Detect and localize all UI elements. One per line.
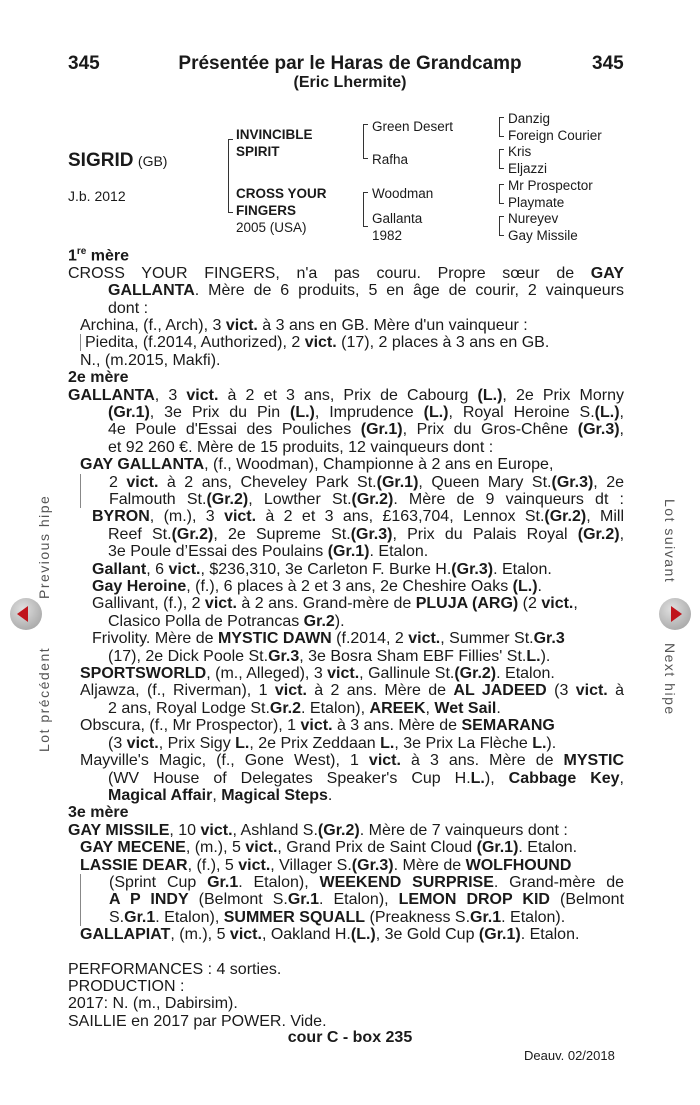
catalogue-line: LASSIE DEAR, (f.), 5 vict., Villager S.(Gr.3). Mère de WOLFHOUND: [80, 856, 572, 874]
catalogue-line: (Gr.1), 3e Prix du Pin (L.), Imprudence (L.), Royal Heroine S.(L.),: [108, 403, 624, 421]
previous-arrow-button[interactable]: [10, 598, 42, 630]
pedigree-gs3: Woodman: [372, 186, 434, 201]
production: PRODUCTION :: [68, 977, 185, 995]
catalogue-line: GAY MECENE, (m.), 5 vict., Grand Prix de Saint Cloud (Gr.1). Etalon.: [80, 839, 578, 857]
catalogue-line: Gallant, 6 vict., $236,310, 3e Carleton F. Burke H.(Gr.3). Etalon.: [92, 560, 552, 578]
catalogue-line: A P INDY (Belmont S.Gr.1. Etalon), LEMON DROP KID (Belmont: [80, 891, 624, 908]
catalogue-line: GAY GALLANTA, (f., Woodman), Championne à 2 ans en Europe,: [80, 456, 554, 474]
second-dam-heading: 2e mère: [68, 369, 129, 387]
pedigree-ggs: Eljazzi: [508, 161, 548, 176]
catalogue-line: Aljawza, (f., Riverman), 1 vict. à 2 ans. Mère de AL JADEED (3 vict. à: [80, 682, 625, 700]
catalogue-line: dont :: [108, 299, 149, 317]
lot-number-left: 345: [68, 53, 100, 74]
performances: PERFORMANCES : 4 sorties.: [68, 960, 282, 978]
horse-name: SIGRID (GB): [68, 150, 168, 171]
next-arrow-button[interactable]: [659, 598, 691, 630]
right-arrow-icon: [671, 606, 682, 622]
catalogue-line: (17), 2e Dick Poole St.Gr.3, 3e Bosra Sham EBF Fillies' St.L.).: [108, 647, 551, 665]
catalogue-line: Gay Heroine, (f.), 6 places à 2 et 3 ans, 2e Cheshire Oaks (L.).: [92, 578, 542, 596]
catalogue-line: (WV House of Delegates Speaker's Cup H.L.), Cabbage Key,: [108, 769, 624, 787]
catalogue-line: N., (m.2015, Makfi).: [80, 351, 221, 369]
pedigree-ggs: Gay Missile: [508, 228, 578, 243]
left-arrow-icon: [17, 606, 28, 622]
box-location: cour C - box 235: [287, 1029, 413, 1046]
previous-hipe-label[interactable]: Previous hipe: [36, 494, 52, 599]
consignor-name: (Eric Lhermite): [293, 74, 407, 91]
third-dam-heading: 3e mère: [68, 804, 129, 822]
catalogue-line: GALLANTA, 3 vict. à 2 et 3 ans, Prix de Cabourg (L.), 2e Prix Morny: [68, 386, 625, 404]
catalogue-line: Clasico Polla de Potrancas Gr.2).: [108, 612, 345, 630]
pedigree-gs2: Rafha: [372, 152, 409, 167]
catalogue-line: SPORTSWORLD, (m., Alleged), 3 vict., Gallinule St.(Gr.2). Etalon.: [80, 665, 555, 683]
pedigree-gs4-year: 1982: [372, 228, 403, 243]
catalogue-line: GAY MISSILE, 10 vict., Ashland S.(Gr.2). Mère de 7 vainqueurs dont :: [68, 821, 568, 839]
next-lot-label[interactable]: Lot suivant: [662, 499, 678, 584]
catalogue-line: GALLAPIAT, (m.), 5 vict., Oakland H.(L.), 3e Gold Cup (Gr.1). Etalon.: [80, 926, 580, 944]
pedigree-dam-info: 2005 (USA): [236, 220, 307, 235]
page-title: Présentée par le Haras de Grandcamp: [178, 53, 522, 74]
pedigree-dam: CROSS YOUR FINGERS: [236, 186, 327, 218]
catalogue-line: CROSS YOUR FINGERS, n'a pas couru. Propre sœur de GAY: [68, 264, 624, 282]
pedigree-ggs: Foreign Courier: [508, 128, 602, 143]
catalogue-line: GALLANTA. Mère de 6 produits, 5 en âge de courir, 2 vainqueurs: [108, 282, 624, 300]
previous-lot-label[interactable]: Lot précédent: [36, 646, 52, 752]
catalogue-line: BYRON, (m.), 3 vict. à 2 et 3 ans, £163,704, Lennox St.(Gr.2), Mill: [92, 508, 624, 526]
catalogue-line: Piedita, (f.2014, Authorized), 2 vict. (17), 2 places à 3 ans en GB.: [68, 334, 624, 351]
catalogue-line: S.Gr.1. Etalon), SUMMER SQUALL (Preakness S.Gr.1. Etalon).: [80, 909, 624, 926]
catalogue-line: Gallivant, (f.), 2 vict. à 2 ans. Grand-mère de PLUJA (ARG) (2 vict.,: [92, 595, 578, 613]
catalogue-line: Archina, (f., Arch), 3 vict. à 3 ans en GB. Mère d'un vainqueur :: [80, 316, 528, 334]
catalogue-line: Reef St.(Gr.2), 2e Supreme St.(Gr.3), Prix du Palais Royal (Gr.2),: [108, 525, 625, 543]
catalogue-line: et 92 260 €. Mère de 15 produits, 12 vainqueurs dont :: [108, 438, 494, 456]
catalogue-line: Frivolity. Mère de MYSTIC DAWN (f.2014, 2 vict., Summer St.Gr.3: [92, 630, 565, 648]
catalogue-line: 2 ans, Royal Lodge St.Gr.2. Etalon), AREEK, Wet Sail.: [108, 699, 501, 717]
covering: SAILLIE en 2017 par POWER. Vide.: [68, 1012, 327, 1030]
catalogue-line: Magical Affair, Magical Steps.: [108, 786, 333, 804]
lot-number-right: 345: [592, 53, 624, 74]
pedigree-sire: INVINCIBLE SPIRIT: [236, 127, 313, 159]
pedigree-ggs: Danzig: [508, 111, 551, 126]
catalogue-line: 2 vict. à 2 ans, Cheveley Park St.(Gr.1), Queen Mary St.(Gr.3), 2e: [80, 474, 624, 491]
pedigree-gs4: Gallanta: [372, 211, 423, 226]
pedigree-ggs: Kris: [508, 144, 532, 159]
pedigree-ggs: Mr Prospector: [508, 178, 593, 193]
horse-birth: J.b. 2012: [68, 188, 126, 204]
catalogue-line: 4e Poule d'Essai des Pouliches (Gr.1), Prix du Gros-Chêne (Gr.3),: [108, 421, 624, 439]
catalogue-body: [68, 243, 624, 1030]
first-dam-heading: 1re mère: [68, 246, 130, 265]
pedigree-ggs: Nureyev: [508, 211, 559, 226]
catalogue-line: (Sprint Cup Gr.1. Etalon), WEEKEND SURPRISE. Grand-mère de: [80, 874, 624, 891]
next-hipe-label[interactable]: Next hipe: [662, 643, 678, 716]
catalogue-line: Obscura, (f., Mr Prospector), 1 vict. à 3 ans. Mère de SEMARANG: [80, 717, 555, 735]
production-item: 2017: N. (m., Dabirsim).: [68, 995, 238, 1013]
catalogue-line: 3e Poule d’Essai des Poulains (Gr.1). Etalon.: [108, 543, 429, 561]
catalogue-line: Mayville's Magic, (f., Gone West), 1 vict. à 3 ans. Mère de MYSTIC: [80, 752, 624, 770]
pedigree-gs1: Green Desert: [372, 119, 454, 134]
catalogue-line: (3 vict., Prix Sigy L., 2e Prix Zeddaan L., 3e Prix La Flèche L.).: [108, 734, 557, 752]
pedigree-ggs: Playmate: [508, 195, 565, 210]
catalogue-line: Falmouth St.(Gr.2), Lowther St.(Gr.2). Mère de 9 vainqueurs dt :: [80, 491, 624, 508]
sale-reference: Deauv. 02/2018: [524, 1048, 615, 1063]
